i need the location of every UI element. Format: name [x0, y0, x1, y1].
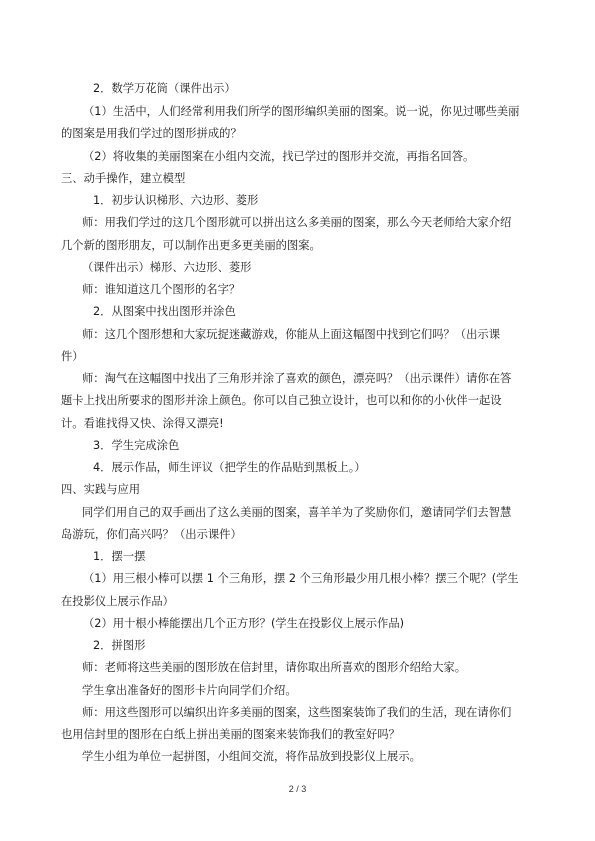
text-line: 3．学生完成涂色: [93, 439, 180, 452]
text-line: 师：用我们学过的这几个图形就可以拼出这么多美丽的图案，那么今天老师给大家介绍: [82, 216, 512, 229]
text-line: （2）将收集的美丽图案在小组内交流，找已学过的图形并交流，再指名回答。: [83, 150, 475, 163]
text-line: 师：谁知道这几个图形的名字？: [82, 283, 241, 296]
text-line: （2）用十根小棒能摆出几个正方形？(学生在投影仪上展示作品): [83, 617, 405, 630]
text-line: 师：淘气在这幅图中找出了三角形并涂了喜欢的颜色，漂亮吗？（出示课件）请你在答: [82, 372, 512, 385]
text-line: 学生小组为单位一起拼图，小组间交流，将作品放到投影仪上展示。: [82, 750, 421, 763]
text-line: 岛游玩，你们高兴吗？（出示课件）: [61, 528, 242, 541]
text-line: 同学们用自己的双手画出了这么美丽的图案，喜羊羊为了奖励你们，邀请同学们去智慧: [82, 506, 512, 519]
page-number: 2 / 3: [288, 784, 307, 794]
text-line: （1）用三根小棒可以摆 1 个三角形，摆 2 个三角形最少用几根小棒？摆三个呢？(学生: [83, 572, 519, 585]
text-line: 计。看谁找得又快、涂得又漂亮!: [61, 417, 224, 430]
text-line: 师：这几个图形想和大家玩捉迷藏游戏，你能从上面这幅图中找到它们吗？（出示课: [82, 328, 500, 341]
section-heading: 四、实践与应用: [61, 483, 141, 496]
text-line: 也用信封里的图形在白纸上拼出美丽的图案来装饰我们的教室好吗？: [61, 728, 400, 741]
text-line: 师：用这些图形可以编织出许多美丽的图案，这些图案装饰了我们的生活，现在请你们: [82, 706, 512, 719]
text-line: 1．初步认识梯形、六边形、菱形: [93, 194, 259, 207]
section-heading: 三、动手操作，建立模型: [61, 172, 186, 185]
text-line: 2．从图案中找出图形并涂色: [93, 305, 236, 318]
text-line: 师：老师将这些美丽的图形放在信封里，请你取出所喜欢的图形介绍给大家。: [82, 661, 467, 674]
text-line: 1．摆一摆: [93, 550, 146, 563]
text-line: 件）: [61, 350, 84, 363]
text-line: 在投影仪上展示作品）: [61, 595, 174, 608]
text-line: 2．数学万花筒（课件出示）: [93, 82, 236, 95]
text-line: 题卡上找出所要求的图形并涂上颜色。你可以自己独立设计，也可以和你的小伙伴一起设: [61, 394, 502, 407]
text-line: 的图案是用我们学过的图形拼成的？: [61, 127, 242, 140]
text-line: 4．展示作品，师生评议（把学生的作品贴到黑板上。）: [93, 461, 366, 474]
text-line: 几个新的图形朋友，可以制作出更多更美丽的图案。: [61, 239, 321, 252]
text-line: （1）生活中，人们经常利用我们所学的图形编织美丽的图案。说一说，你见过哪些美丽: [83, 105, 520, 118]
text-line: 学生拿出准备好的图形卡片向同学们介绍。: [82, 684, 297, 697]
text-line: （课件出示）梯形、六边形、菱形: [82, 261, 252, 274]
text-line: 2．拼图形: [93, 639, 146, 652]
